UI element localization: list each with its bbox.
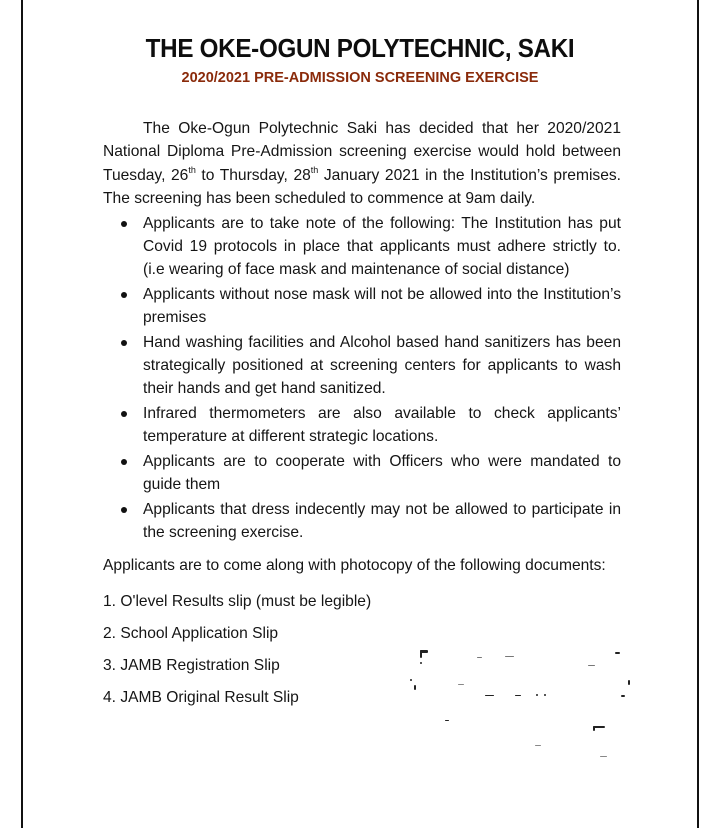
bullet-item (143, 402, 621, 449)
bullet-text: Applicants that dress indecently may not be allowed to participate in the screening exercise. (143, 500, 621, 541)
bullet-icon (121, 340, 127, 346)
intro-text-3: January 2021 in the Institution’s premises. The screening has been scheduled to commence at 9am daily. (103, 166, 622, 208)
intro-text-1: The Oke-Ogun Polytechnic Saki has decided that her 2020/2021 National Diploma Pre-Admission screening exercise would hold between Tuesday, 26 (103, 120, 621, 184)
bullet-icon (121, 292, 127, 298)
bullet-icon (121, 507, 127, 513)
bullet-item (143, 212, 621, 282)
document-title: THE OKE-OGUN POLYTECHNIC, SAKI (145, 33, 575, 63)
document-item: 4. JAMB Original Result Slip (103, 688, 299, 706)
bullet-item (143, 498, 621, 545)
bullet-text: Applicants are to cooperate with Officers who were mandated to guide them (143, 452, 621, 494)
bullet-text: Applicants without nose mask will not be allowed into the Institution’s premises (143, 285, 621, 327)
document-body (103, 117, 621, 714)
bullet-icon (121, 411, 127, 417)
intro-text-2: to Thursday, 28 (195, 166, 311, 184)
bullet-text: Applicants are to take note of the following: The Institution has put Covid 19 protocols in place that applicants must adhere strictly to. (i.e wearing of face mask and maintenance of social distance) (143, 214, 621, 279)
bullet-text: Hand washing facilities and Alcohol based hand sanitizers has been strategically positioned at screening centers for applicants to wash their hands and get hand sanitized. (143, 333, 621, 398)
document-item: 1. O'level Results slip (must be legible) (103, 592, 372, 610)
notice-bullet-list (103, 212, 621, 545)
bullet-item (143, 331, 621, 401)
bullet-icon (121, 221, 127, 227)
bullet-item (143, 283, 621, 330)
bullet-icon (121, 459, 127, 465)
bullet-item (143, 450, 621, 497)
intro-paragraph (103, 117, 621, 211)
documents-intro: Applicants are to come along with photocopy of the following documents: (103, 557, 606, 575)
ordinal-suffix: th (188, 164, 196, 175)
document-item: 3. JAMB Registration Slip (103, 656, 280, 674)
ordinal-suffix: th (310, 164, 319, 175)
bullet-text: Infrared thermometers are also available to check applicants’ temperature at different strategic locations. (143, 404, 621, 446)
document-item: 2. School Application Slip (103, 624, 279, 642)
document-subtitle: 2020/2021 PRE-ADMISSION SCREENING EXERCISE (181, 70, 539, 86)
